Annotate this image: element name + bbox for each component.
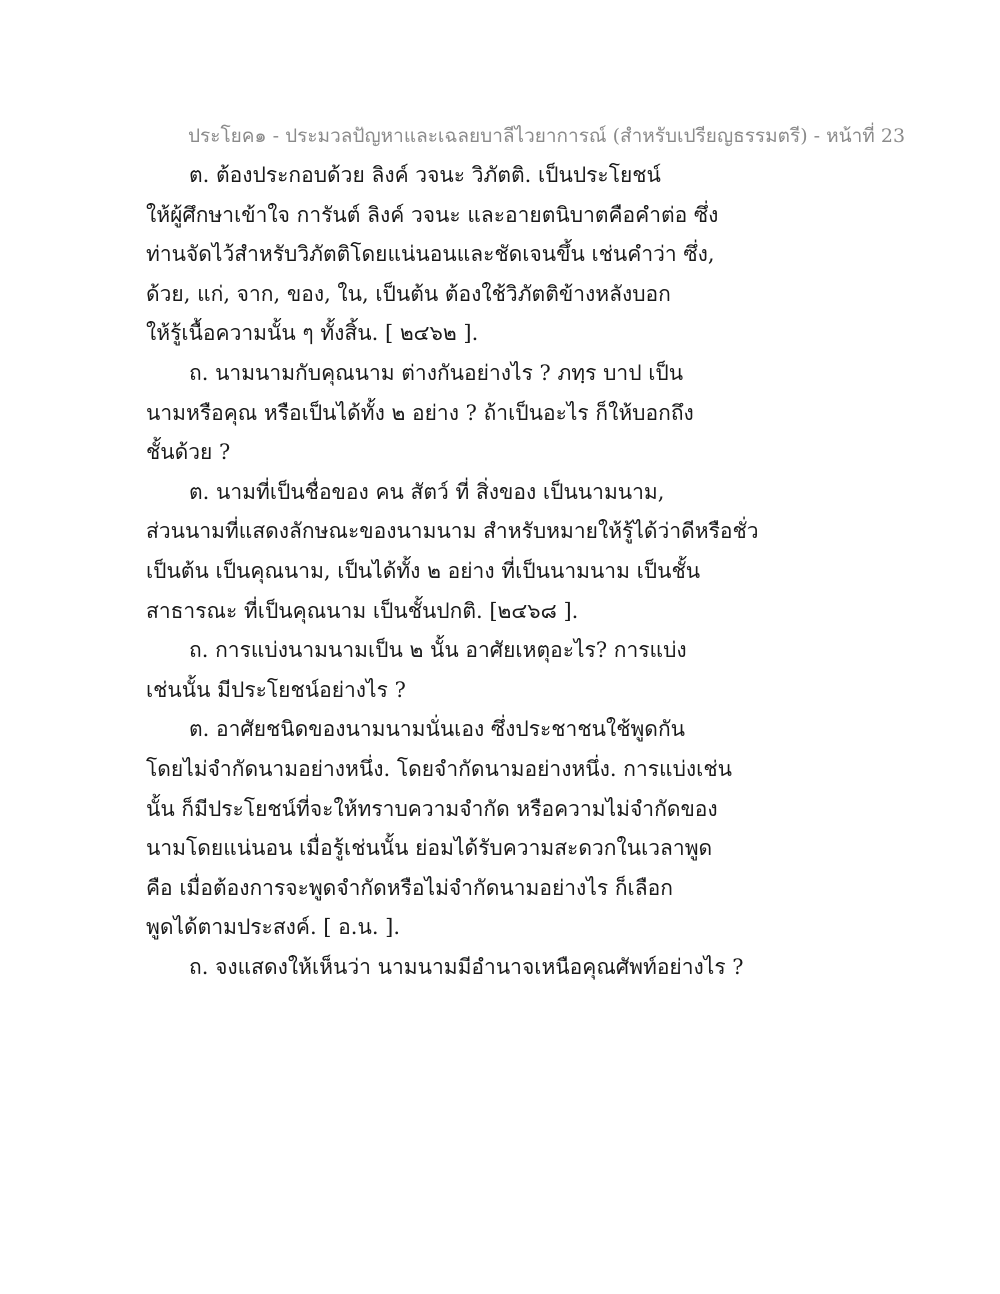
text-line: นามหรือคุณ หรือเป็นได้ทั้ง ๒ อย่าง ? ถ้าเป็นอะไร ก็ให้บอกถึง [146, 400, 694, 425]
text-line: ให้ผู้ศึกษาเข้าใจ การันต์ ลิงค์ วจนะ และอายตนิบาตคือคำต่อ ซึ่ง [146, 202, 719, 227]
text-line: นามโดยแน่นอน เมื่อรู้เช่นนั้น ย่อมได้รับความสะดวกในเวลาพูด [146, 836, 713, 861]
text-line: พูดได้ตามประสงค์. [ อ.น. ]. [146, 915, 401, 940]
paragraph-question-start: ถ. การแบ่งนามนามเป็น ๒ นั้น อาศัยเหตุอะไร? การแบ่ง [189, 638, 687, 663]
text-line: ท่านจัดไว้สำหรับวิภัตติโดยแน่นอนและชัดเจนขึ้น เช่นคำว่า ซึ่ง, [146, 242, 715, 267]
text-line: ให้รู้เนื้อความนั้น ๆ ทั้งสิ้น. [ ๒๔๖๒ ]. [146, 321, 479, 346]
text-line: ชั้นด้วย ? [146, 440, 231, 465]
text-line: เป็นต้น เป็นคุณนาม, เป็นได้ทั้ง ๒ อย่าง ที่เป็นนามนาม เป็นชั้น [146, 558, 701, 583]
paragraph-question-start: ถ. นามนามกับคุณนาม ต่างกันอย่างไร ? ภทฺร บาป เป็น [189, 360, 684, 385]
text-line: ส่วนนามที่แสดงลักษณะของนามนาม สำหรับหมายให้รู้ได้ว่าดีหรือชั่ว [146, 519, 759, 544]
text-line: คือ เมื่อต้องการจะพูดจำกัดหรือไม่จำกัดนามอย่างไร ก็เลือก [146, 875, 673, 900]
document-body [146, 156, 846, 987]
text-line: สาธารณะ ที่เป็นคุณนาม เป็นชั้นปกติ. [๒๔๖๘ ]. [146, 598, 579, 623]
text-line: โดยไม่จำกัดนามอย่างหนึ่ง. โดยจำกัดนามอย่างหนึ่ง. การแบ่งเช่น [146, 756, 732, 781]
paragraph-question-start: ถ. จงแสดงให้เห็นว่า นามนามมีอำนาจเหนือคุณศัพท์อย่างไร ? [189, 954, 744, 979]
paragraph-answer-start: ต. ต้องประกอบด้วย ลิงค์ วจนะ วิภัตติ. เป็นประโยชน์ [189, 163, 661, 187]
text-line: ด้วย, แก่, จาก, ของ, ใน, เป็นต้น ต้องใช้วิภัตติข้างหลังบอก [146, 281, 671, 306]
paragraph-answer-start: ต. อาศัยชนิดของนามนามนั่นเอง ซึ่งประชาชนใช้พูดกัน [189, 717, 686, 742]
text-line: นั้น ก็มีประโยชน์ที่จะให้ทราบความจำกัด หรือความไม่จำกัดของ [146, 796, 718, 821]
paragraph-answer-start: ต. นามที่เป็นชื่อของ คน สัตว์ ที่ สิ่งของ เป็นนามนาม, [189, 479, 665, 504]
text-line: เช่นนั้น มีประโยชน์อย่างไร ? [146, 677, 406, 702]
running-header: ประโยค๑ - ประมวลปัญหาและเฉลยบาลีไวยาการณ์ (สำหรับเปรียญธรรมตรี) - หน้าที่ 23 [188, 125, 906, 147]
